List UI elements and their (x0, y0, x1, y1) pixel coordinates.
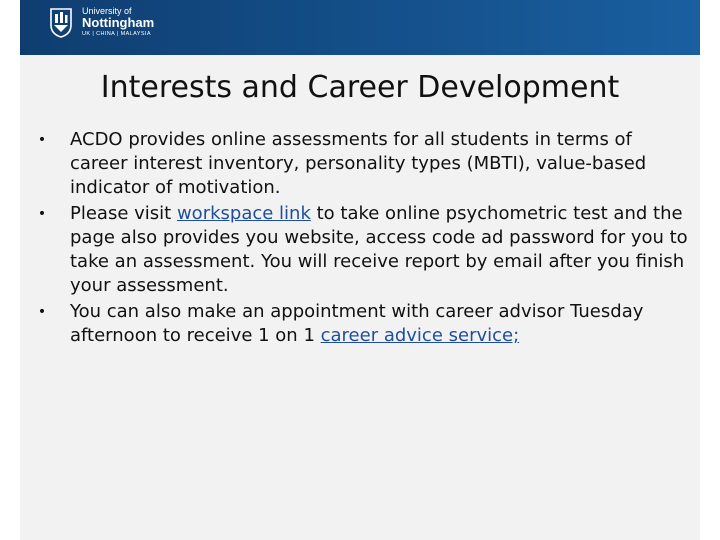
bullet-text: You can also make an appointment with career advisor Tuesday afternoon to receive 1 on 1 (70, 301, 644, 346)
career-advice-service-link[interactable]: career advice service; (320, 325, 520, 346)
bullet-list (32, 128, 692, 350)
bullet-text: Please visit (70, 203, 177, 224)
bullet-item (32, 128, 692, 200)
bullet-text-continued: to take online psychometric test and the page also provides you website, access code ad password for you to take an assessment. You will receive report by email after you finish your assessment. (70, 203, 688, 296)
bullet-icon: • (37, 304, 47, 320)
university-crest-icon (50, 8, 72, 38)
logo-line-2: Nottingham (82, 15, 155, 30)
logo-line-1: University of (82, 6, 132, 16)
bullet-item (32, 300, 692, 348)
slide-title: Interests and Career Development (100, 70, 620, 105)
bullet-text: ACDO provides online assessments for all students in terms of career interest inventory, personality types (MBTI), value-based indicator of motivation. (70, 129, 647, 198)
workspace-link[interactable]: workspace link (176, 203, 311, 224)
logo-line-3: UK | CHINA | MALAYSIA (82, 31, 151, 37)
bullet-item (32, 202, 692, 298)
header-banner (20, 0, 700, 55)
bullet-icon: • (37, 132, 47, 148)
bullet-icon: • (37, 206, 47, 222)
university-logo[interactable] (50, 6, 154, 39)
